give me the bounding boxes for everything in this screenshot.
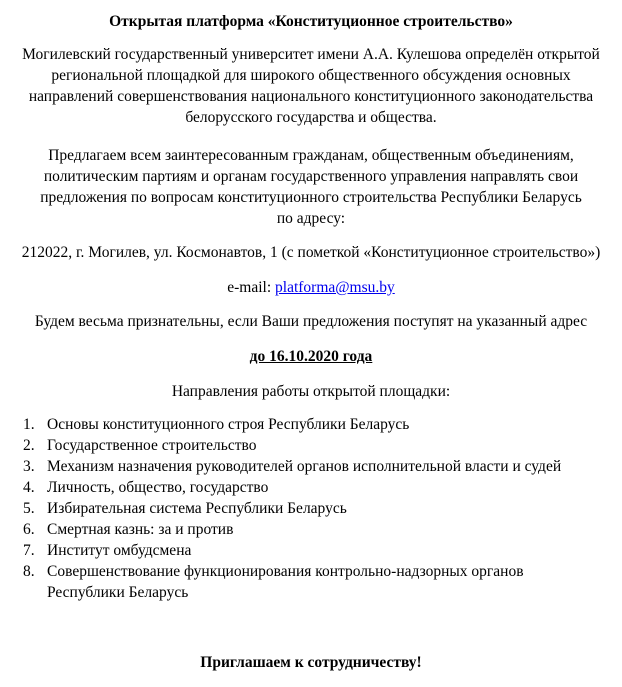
invite-line: политическим партиям и органам государственного управления направлять свои (43, 168, 579, 185)
email-label: e-mail: (227, 279, 276, 296)
direction-text: Избирательная система Республики Беларусь (47, 500, 347, 517)
direction-item (0, 561, 600, 603)
intro-line: региональной площадкой для широкого общественного обсуждения основных (51, 67, 571, 84)
direction-text: Институт омбудсмена (47, 542, 192, 559)
invite-line: Предлагаем всем заинтересованным гражданам, общественным объединениям, (48, 147, 574, 164)
document-title: Открытая платформа «Конституционное строительство» (109, 13, 513, 30)
direction-text: Республики Беларусь (47, 584, 189, 601)
direction-text: Основы конституционного строя Республики Беларусь (47, 416, 410, 433)
direction-number: 7. (23, 542, 35, 559)
direction-item (0, 456, 600, 477)
direction-text: Совершенствование функционирования контрольно-надзорных органов (47, 563, 524, 580)
direction-number: 6. (23, 521, 35, 538)
invite-line: по адресу: (276, 210, 346, 227)
email-link[interactable]: platforma@msu.by (275, 279, 395, 296)
deadline-date: до 16.10.2020 года (249, 348, 373, 365)
direction-text: Смертная казнь: за и против (47, 521, 234, 538)
directions-heading: Направления работы открытой площадки: (171, 383, 451, 400)
direction-number: 1. (23, 416, 35, 433)
email-line (0, 277, 622, 298)
closing-text: Приглашаем к сотрудничеству! (200, 654, 422, 671)
direction-item (0, 519, 600, 540)
gratitude-text: Будем весьма признательны, если Ваши предложения поступят на указанный адрес (34, 313, 588, 330)
intro-line: направлений совершенствования национального конституционного законодательства (28, 88, 594, 105)
postal-address: 212022, г. Могилев, ул. Космонавтов, 1 (с пометкой «Конституционное строительство») (21, 244, 601, 261)
direction-number: 8. (23, 563, 35, 580)
direction-item (0, 435, 600, 456)
invite-paragraph (0, 145, 622, 229)
direction-number: 3. (23, 458, 35, 475)
direction-text: Государственное строительство (47, 437, 257, 454)
direction-number: 2. (23, 437, 35, 454)
intro-paragraph (0, 44, 622, 128)
direction-item (0, 498, 600, 519)
invite-line: предложения по вопросам конституционного строительства Республики Беларусь (40, 189, 582, 206)
intro-line: Могилевский государственный университет имени А.А. Кулешова определён открытой (22, 46, 600, 63)
directions-list (0, 414, 600, 603)
direction-item (0, 414, 600, 435)
direction-text: Личность, общество, государство (47, 479, 269, 496)
direction-number: 4. (23, 479, 35, 496)
direction-item (0, 540, 600, 561)
intro-line: белорусского государства и общества. (185, 109, 437, 126)
direction-text: Механизм назначения руководителей органов исполнительной власти и судей (47, 458, 562, 475)
direction-item (0, 477, 600, 498)
deadline-line (0, 346, 622, 367)
direction-number: 5. (23, 500, 35, 517)
